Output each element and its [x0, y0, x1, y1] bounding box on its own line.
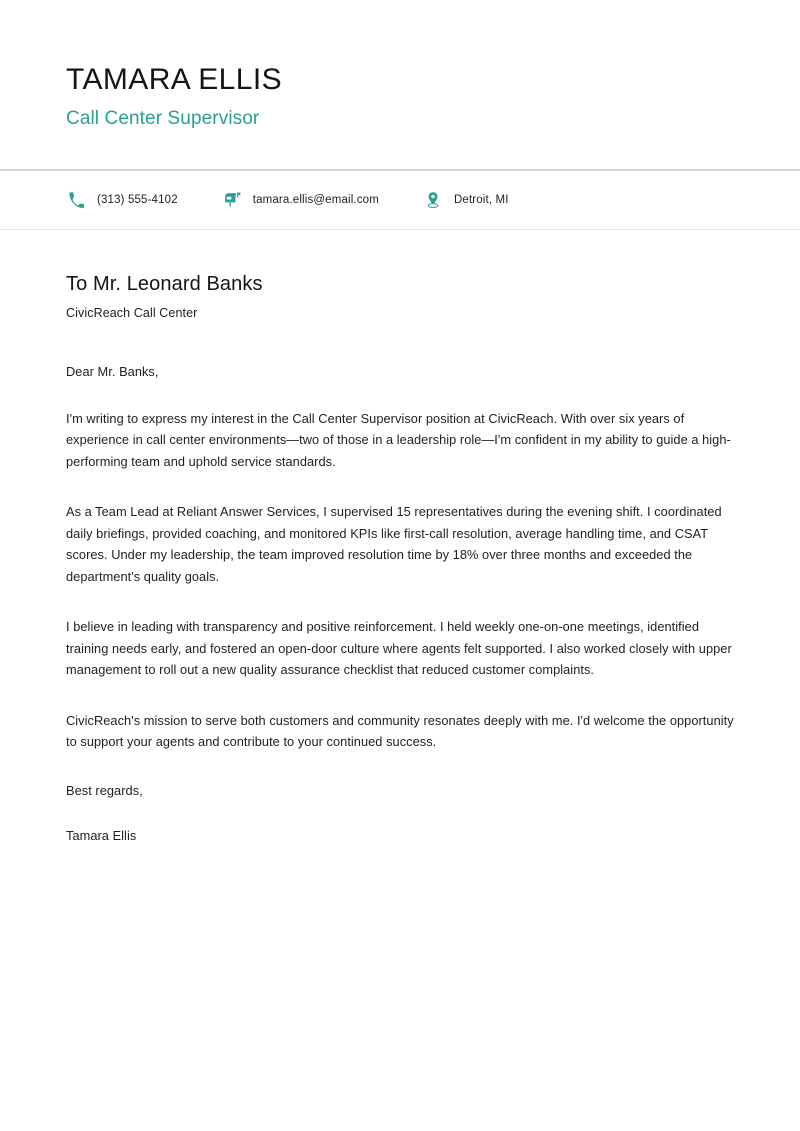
body-paragraph-1: I'm writing to express my interest in the Call Center Supervisor position at CivicReach. With over six years of experience in call center environments—two of those in a leadership role—I'm confident in my ability to guide a high-performing team and uphold service standards. [66, 410, 731, 469]
letter-body [0, 230, 800, 843]
location-pin-icon [423, 190, 443, 210]
closing-line: Best regards, [66, 782, 143, 798]
salutation: Dear Mr. Banks, [66, 363, 159, 379]
contact-item-location [423, 190, 509, 210]
contact-location-value: Detroit, MI [453, 193, 509, 206]
recipient-organization: CivicReach Call Center [66, 305, 198, 320]
recipient-name: To Mr. Leonard Banks [66, 272, 263, 295]
body-paragraph-2: As a Team Lead at Reliant Answer Services, I supervised 15 representatives during the evening shift. I coordinated daily briefings, provided coaching, and monitored KPIs like first-call resolution, average handling time, and CSAT scores. Under my leadership, the team improved resolution time by 18% over three months and exceeded the department's quality goals. [66, 504, 722, 584]
candidate-job-title: Call Center Supervisor [66, 108, 260, 129]
contact-email-value: tamara.ellis@email.com [252, 193, 379, 206]
body-paragraph-4: CivicReach's mission to serve both customers and community resonates deeply with me. I'd welcome the opportunity to support your agents and contribute to your continued success. [66, 712, 734, 750]
contact-phone-value: (313) 555-4102 [97, 193, 178, 206]
contact-item-phone [66, 190, 178, 210]
document-header [0, 0, 800, 131]
signature-name: Tamara Ellis [66, 827, 137, 843]
contact-item-email [222, 190, 379, 210]
phone-icon [66, 190, 86, 210]
body-paragraph-3: I believe in leading with transparency and positive reinforcement. I held weekly one-on-one meetings, identified training needs early, and fostered an open-door culture where agents felt supported. I also worked closely with upper management to roll out a new quality assurance checklist that reduced customer complaints. [66, 619, 732, 678]
mailbox-icon [222, 190, 242, 210]
candidate-name: TAMARA ELLIS [66, 63, 282, 96]
contact-bar [0, 171, 800, 229]
